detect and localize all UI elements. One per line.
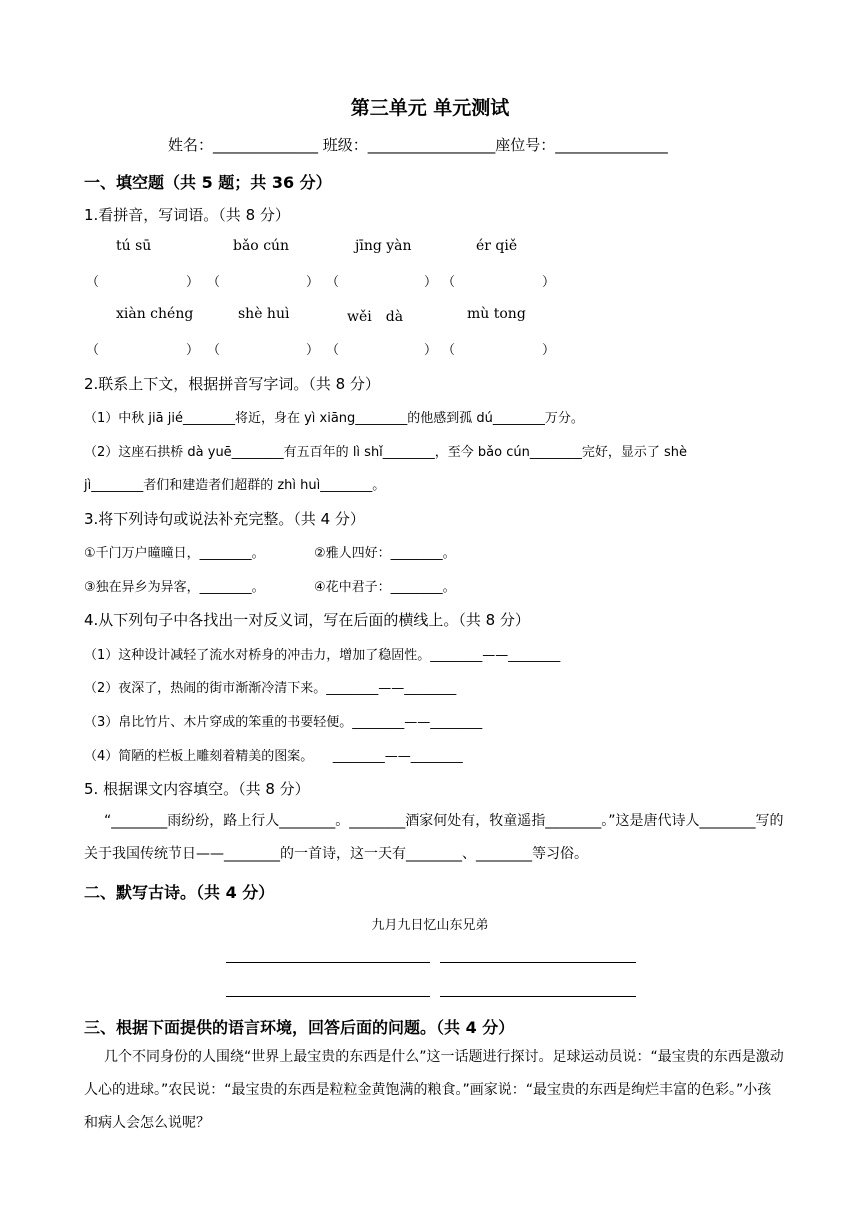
student-info-line: 姓名：______________ 班级：_________________座位号：_______________ xyxy=(168,136,668,154)
q2-title: 2.联系上下文，根据拼音写字词。（共 8 分） xyxy=(84,375,380,393)
q2-line-2: （2）这座石拱桥 dà yuē________有五百年的 lì shǐ________，至今 bǎo cún________完好，显示了 shè xyxy=(84,445,688,460)
pinyin-2: bǎo cún xyxy=(233,238,290,254)
section3-heading: 三、根据下面提供的语言环境，回答后面的问题。（共 4 分） xyxy=(84,1018,515,1037)
q1-title: 1.看拼音，写词语。（共 8 分） xyxy=(84,206,290,224)
answer-paren-close: ） xyxy=(306,343,320,358)
poem-answer-line xyxy=(226,996,430,997)
answer-paren-close: ） xyxy=(186,275,200,290)
q2-line-1: （1）中秋 jiā jié________将近，身在 yì xiāng________的他感到孤 dú________万分。 xyxy=(84,411,584,426)
pinyin-1: tú sū xyxy=(116,238,152,254)
pinyin-8: mù tong xyxy=(467,306,526,322)
q3-item-2: ②雅人四好：________。 xyxy=(314,546,456,561)
pinyin-5: xiàn chéng xyxy=(116,306,194,322)
q4-sentence-3: （3）帛比竹片、木片穿成的笨重的书要轻便。________——________ xyxy=(84,715,483,730)
answer-paren-open: （ xyxy=(326,343,340,358)
answer-paren-open: （ xyxy=(86,275,100,290)
page-title: 第三单元 单元测试 xyxy=(350,97,510,119)
q4-title: 4.从下列句子中各找出一对反义词，写在后面的横线上。（共 8 分） xyxy=(84,611,530,629)
answer-paren-open: （ xyxy=(326,275,340,290)
answer-paren-open: （ xyxy=(86,343,100,358)
answer-paren-close: ） xyxy=(542,275,556,290)
section2-heading: 二、默写古诗。（共 4 分） xyxy=(84,883,275,902)
answer-paren-close: ） xyxy=(424,275,438,290)
q4-sentence-2: （2）夜深了，热闹的街市渐渐冷清下来。________——________ xyxy=(84,681,457,696)
q5-title: 5. 根据课文内容填空。（共 8 分） xyxy=(84,780,310,798)
section3-paragraph: 几个不同身份的人围绕“世界上最宝贵的东西是什么”这一话题进行探讨。足球运动员说：“最宝贵的东西是激动人心的进球。”农民说：“最宝贵的东西是粒粒金黄饱满的粮食。”画家说：“最宝贵的东西是绚烂丰富的色彩。”小孩和病人会怎么说呢？ xyxy=(84,1049,784,1131)
pinyin-6: shè huì xyxy=(238,306,290,322)
answer-paren-close: ） xyxy=(424,343,438,358)
answer-paren-open: （ xyxy=(207,275,221,290)
answer-paren-close: ） xyxy=(306,275,320,290)
answer-paren-open: （ xyxy=(442,343,456,358)
q3-item-4: ④花中君子：________。 xyxy=(314,580,456,595)
answer-paren-open: （ xyxy=(442,275,456,290)
section1-heading: 一、填空题（共 5 题；共 36 分） xyxy=(84,173,332,192)
answer-paren-open: （ xyxy=(207,343,221,358)
poem-answer-line xyxy=(440,996,636,997)
pinyin-3: jīng yàn xyxy=(355,238,412,254)
pinyin-7: wěi dà xyxy=(347,309,404,325)
poem-answer-line xyxy=(440,962,636,963)
q2-line-3: jì________者们和建造者们超群的 zhì huì________。 xyxy=(84,478,386,493)
q3-title: 3.将下列诗句或说法补充完整。（共 4 分） xyxy=(84,510,365,528)
q3-item-1: ①千门万户曈曈日，________。 xyxy=(84,546,265,561)
q3-item-3: ③独在异乡为异客，________。 xyxy=(84,580,265,595)
q4-sentence-4: （4）简陋的栏板上雕刻着精美的图案。 ________——________ xyxy=(84,749,463,764)
answer-paren-close: ） xyxy=(186,343,200,358)
poem-answer-line xyxy=(226,962,430,963)
q5-paragraph: “________雨纷纷，路上行人________。________酒家何处有，牧童遥指________。”这是唐代诗人________写的关于我国传统节日——________的一首诗，这一天有________、________等习俗。 xyxy=(84,813,784,862)
poem-title: 九月九日忆山东兄弟 xyxy=(371,918,489,933)
q4-sentence-1: （1）这种设计减轻了流水对桥身的冲击力，增加了稳固性。________——________ xyxy=(84,648,561,663)
pinyin-4: ér qiě xyxy=(476,238,518,254)
answer-paren-close: ） xyxy=(542,343,556,358)
